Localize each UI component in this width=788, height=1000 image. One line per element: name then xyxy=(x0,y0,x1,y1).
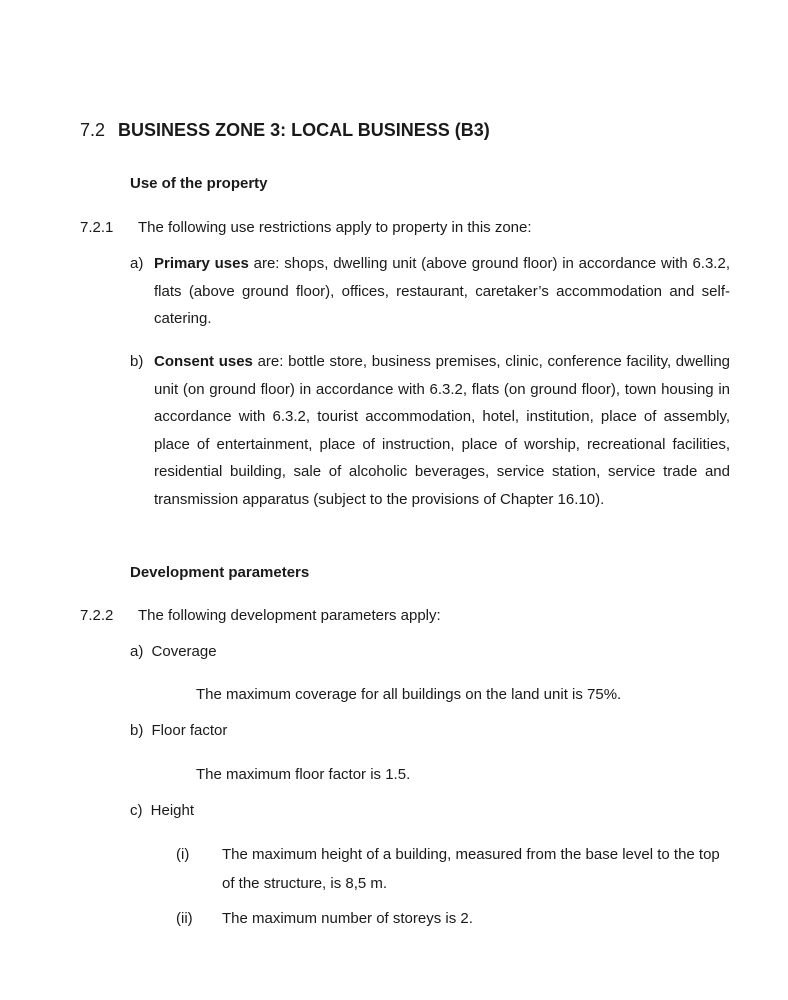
use-of-property-heading: Use of the property xyxy=(130,175,268,192)
item-body xyxy=(154,250,730,333)
subitem-label: (ii) xyxy=(176,910,193,927)
height-subitem-ii xyxy=(176,904,736,933)
coverage-text: The maximum coverage for all buildings on the land unit is 75%. xyxy=(196,686,622,703)
development-parameters-heading: Development parameters xyxy=(130,564,310,581)
floor-factor-text: The maximum floor factor is 1.5. xyxy=(196,766,411,783)
item-label: a) xyxy=(130,255,144,272)
item-label: b) xyxy=(130,722,144,739)
item-title: Height xyxy=(150,802,195,819)
item-title: Floor factor xyxy=(151,722,228,739)
clause-7-2-2 xyxy=(80,606,441,626)
section-title-text: BUSINESS ZONE 3: LOCAL BUSINESS (B3) xyxy=(118,120,490,140)
clause-7-2-1 xyxy=(80,218,532,238)
subitem-label: (i) xyxy=(176,846,190,863)
item-title: Coverage xyxy=(151,643,217,660)
primary-uses-item xyxy=(130,250,730,333)
item-body xyxy=(154,348,730,513)
floor-factor-heading xyxy=(130,721,227,741)
item-bold-term: Consent uses xyxy=(154,353,253,370)
subitem-text: The maximum number of storeys is 2. xyxy=(222,910,473,927)
item-label: c) xyxy=(130,802,143,819)
height-subitem-i xyxy=(176,840,736,898)
item-text: are: shops, dwelling unit (above ground floor) in accordance with 6.3.2, flats (above ground floor), offices, restaurant, caretaker’s accommodation and self-catering. xyxy=(154,255,730,327)
section-number: 7.2 xyxy=(80,120,106,140)
subitem-text: The maximum height of a building, measured from the base level to the top of the structure, is 8,5 m. xyxy=(222,846,720,892)
item-bold-term: Primary uses xyxy=(154,255,249,272)
coverage-heading xyxy=(130,642,217,662)
clause-number: 7.2.1 xyxy=(80,219,114,236)
clause-text: The following use restrictions apply to property in this zone: xyxy=(138,219,532,236)
height-heading xyxy=(130,801,194,821)
clause-number: 7.2.2 xyxy=(80,607,114,624)
item-text: are: bottle store, business premises, clinic, conference facility, dwelling unit (on ground floor) in accordance with 6.3.2, flats (on ground floor), town housing in accordance with 6.3.2, tourist accommodation, hotel, institution, place of assembly, place of entertainment, place of instruction, place of worship, recreational facilities, residential building, sale of alcoholic beverages, service station, service trade and transmission apparatus (subject to the provisions of Chapter 16.10). xyxy=(154,353,731,508)
item-label: a) xyxy=(130,643,144,660)
section-title xyxy=(80,118,490,142)
clause-text: The following development parameters apply: xyxy=(138,607,441,624)
consent-uses-item xyxy=(130,348,730,513)
item-label: b) xyxy=(130,353,144,370)
